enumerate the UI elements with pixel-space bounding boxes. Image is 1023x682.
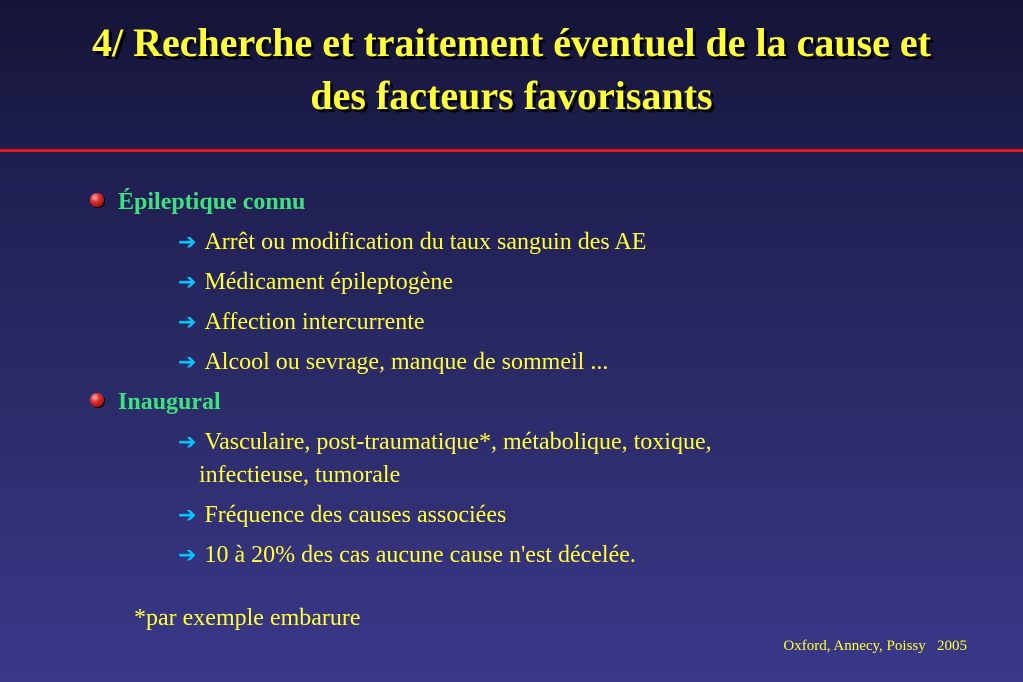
- slide-title: [0, 16, 1023, 122]
- right-arrow-icon: ➔: [178, 230, 197, 255]
- right-arrow-icon: ➔: [178, 270, 197, 295]
- section-heading-inaugural: [90, 387, 221, 417]
- list-item: [178, 307, 425, 338]
- list-item-text: Fréquence des causes associées: [204, 502, 507, 528]
- section-heading-label: Inaugural: [118, 389, 221, 415]
- list-item: [178, 427, 712, 458]
- list-item: [178, 227, 646, 258]
- list-item-text: Arrêt ou modification du taux sanguin des AE: [204, 229, 647, 255]
- list-item-text: Vasculaire, post-traumatique*, métabolique, toxique,: [204, 429, 712, 455]
- list-item-continuation: infectieuse, tumorale: [199, 462, 401, 488]
- list-item-text: 10 à 20% des cas aucune cause n'est décelée.: [204, 542, 636, 568]
- right-arrow-icon: ➔: [178, 310, 197, 335]
- list-item: [178, 540, 636, 571]
- red-sphere-bullet-icon: [90, 193, 104, 207]
- list-item-text: Alcool ou sevrage, manque de sommeil ...: [204, 349, 609, 375]
- right-arrow-icon: ➔: [178, 543, 197, 568]
- slide-title-line-1: 4/ Recherche et traitement éventuel de la cause et: [92, 20, 931, 65]
- section-heading-epileptique-connu: [90, 187, 305, 217]
- list-item: [178, 347, 608, 378]
- slide-title-line-2: des facteurs favorisants: [310, 73, 713, 118]
- right-arrow-icon: ➔: [178, 350, 197, 375]
- list-item-text: Affection intercurrente: [204, 309, 425, 335]
- title-divider: [0, 149, 1023, 152]
- list-item-text: Médicament épileptogène: [204, 269, 454, 295]
- right-arrow-icon: ➔: [178, 503, 197, 528]
- list-item: [178, 267, 453, 298]
- right-arrow-icon: ➔: [178, 430, 197, 455]
- credit-line: Oxford, Annecy, Poissy 2005: [783, 638, 967, 654]
- section-heading-label: Épileptique connu: [118, 189, 306, 215]
- list-item: [178, 500, 506, 531]
- footnote: *par exemple embarure: [134, 605, 361, 631]
- red-sphere-bullet-icon: [90, 393, 104, 407]
